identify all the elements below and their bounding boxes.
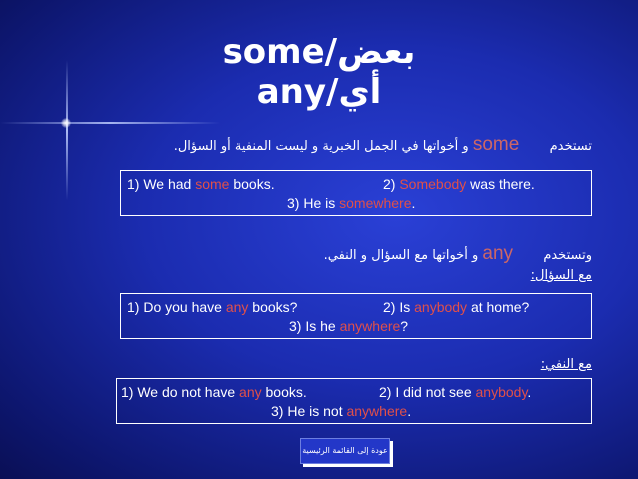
example-text: books. [229,176,275,192]
some-example-2 [383,176,535,192]
highlighted-word: anywhere [339,318,401,334]
example-text: 2) I did not see [379,384,476,400]
any-usage-text: و أخواتها مع السؤال و النفي. [323,248,479,263]
any-question-example-2 [383,299,529,315]
some-usage-text: و أخواتها في الجمل الخبرية و ليست المنفية أو السؤال. [173,139,469,154]
negative-heading: مع النفي: [540,357,592,372]
example-text: at home? [467,299,530,315]
any-negative-examples-box [116,378,592,424]
any-keyword: any [482,243,514,264]
any-negative-example-1 [121,384,307,400]
example-text: 1) Do you have [127,299,226,315]
highlighted-word: anywhere [346,403,408,419]
any-question-examples-box [120,293,592,339]
highlighted-word: some [195,176,230,192]
highlighted-word: any [225,299,249,315]
highlighted-word: somewhere [339,195,412,211]
some-examples-box [120,170,592,216]
any-question-example-1 [127,299,297,315]
any-negative-example-2 [379,384,531,400]
any-question-example-3 [289,318,408,334]
some-usage-description [172,134,592,156]
back-to-main-menu-button[interactable]: عودة إلى القائمة الرئيسية [300,438,390,464]
highlighted-word: Somebody [399,176,467,192]
decorative-glare-vertical [66,60,68,200]
example-text: . [407,403,412,419]
highlighted-word: any [239,384,262,400]
question-heading: مع السؤال: [530,268,592,283]
decorative-sparkle [61,118,71,128]
example-text: was there. [466,176,535,192]
some-example-3 [287,195,415,211]
any-usage-verb: وتستخدم [543,248,592,263]
decorative-glare-horizontal [0,122,220,124]
highlighted-word: anybody [475,384,528,400]
highlighted-word: anybody [414,299,468,315]
example-text: 2) Is [383,299,415,315]
example-text: . [411,195,416,211]
example-text: 2) [383,176,400,192]
example-text: books? [248,299,298,315]
example-text: . [527,384,532,400]
some-keyword: some [472,134,520,155]
example-text: 3) Is he [289,318,340,334]
example-text: 3) He is [287,195,340,211]
example-text: 3) He is not [271,403,347,419]
example-text: ? [400,318,409,334]
any-usage-description [272,243,592,265]
slide-title-any: any/أي [256,72,382,112]
slide-title-some: some/بعض [222,32,416,72]
example-text: 1) We do not have [121,384,240,400]
example-text: 1) We had [127,176,196,192]
any-negative-example-3 [271,403,411,419]
example-text: books. [261,384,307,400]
some-usage-verb: تستخدم [549,139,592,154]
some-example-1 [127,176,275,192]
